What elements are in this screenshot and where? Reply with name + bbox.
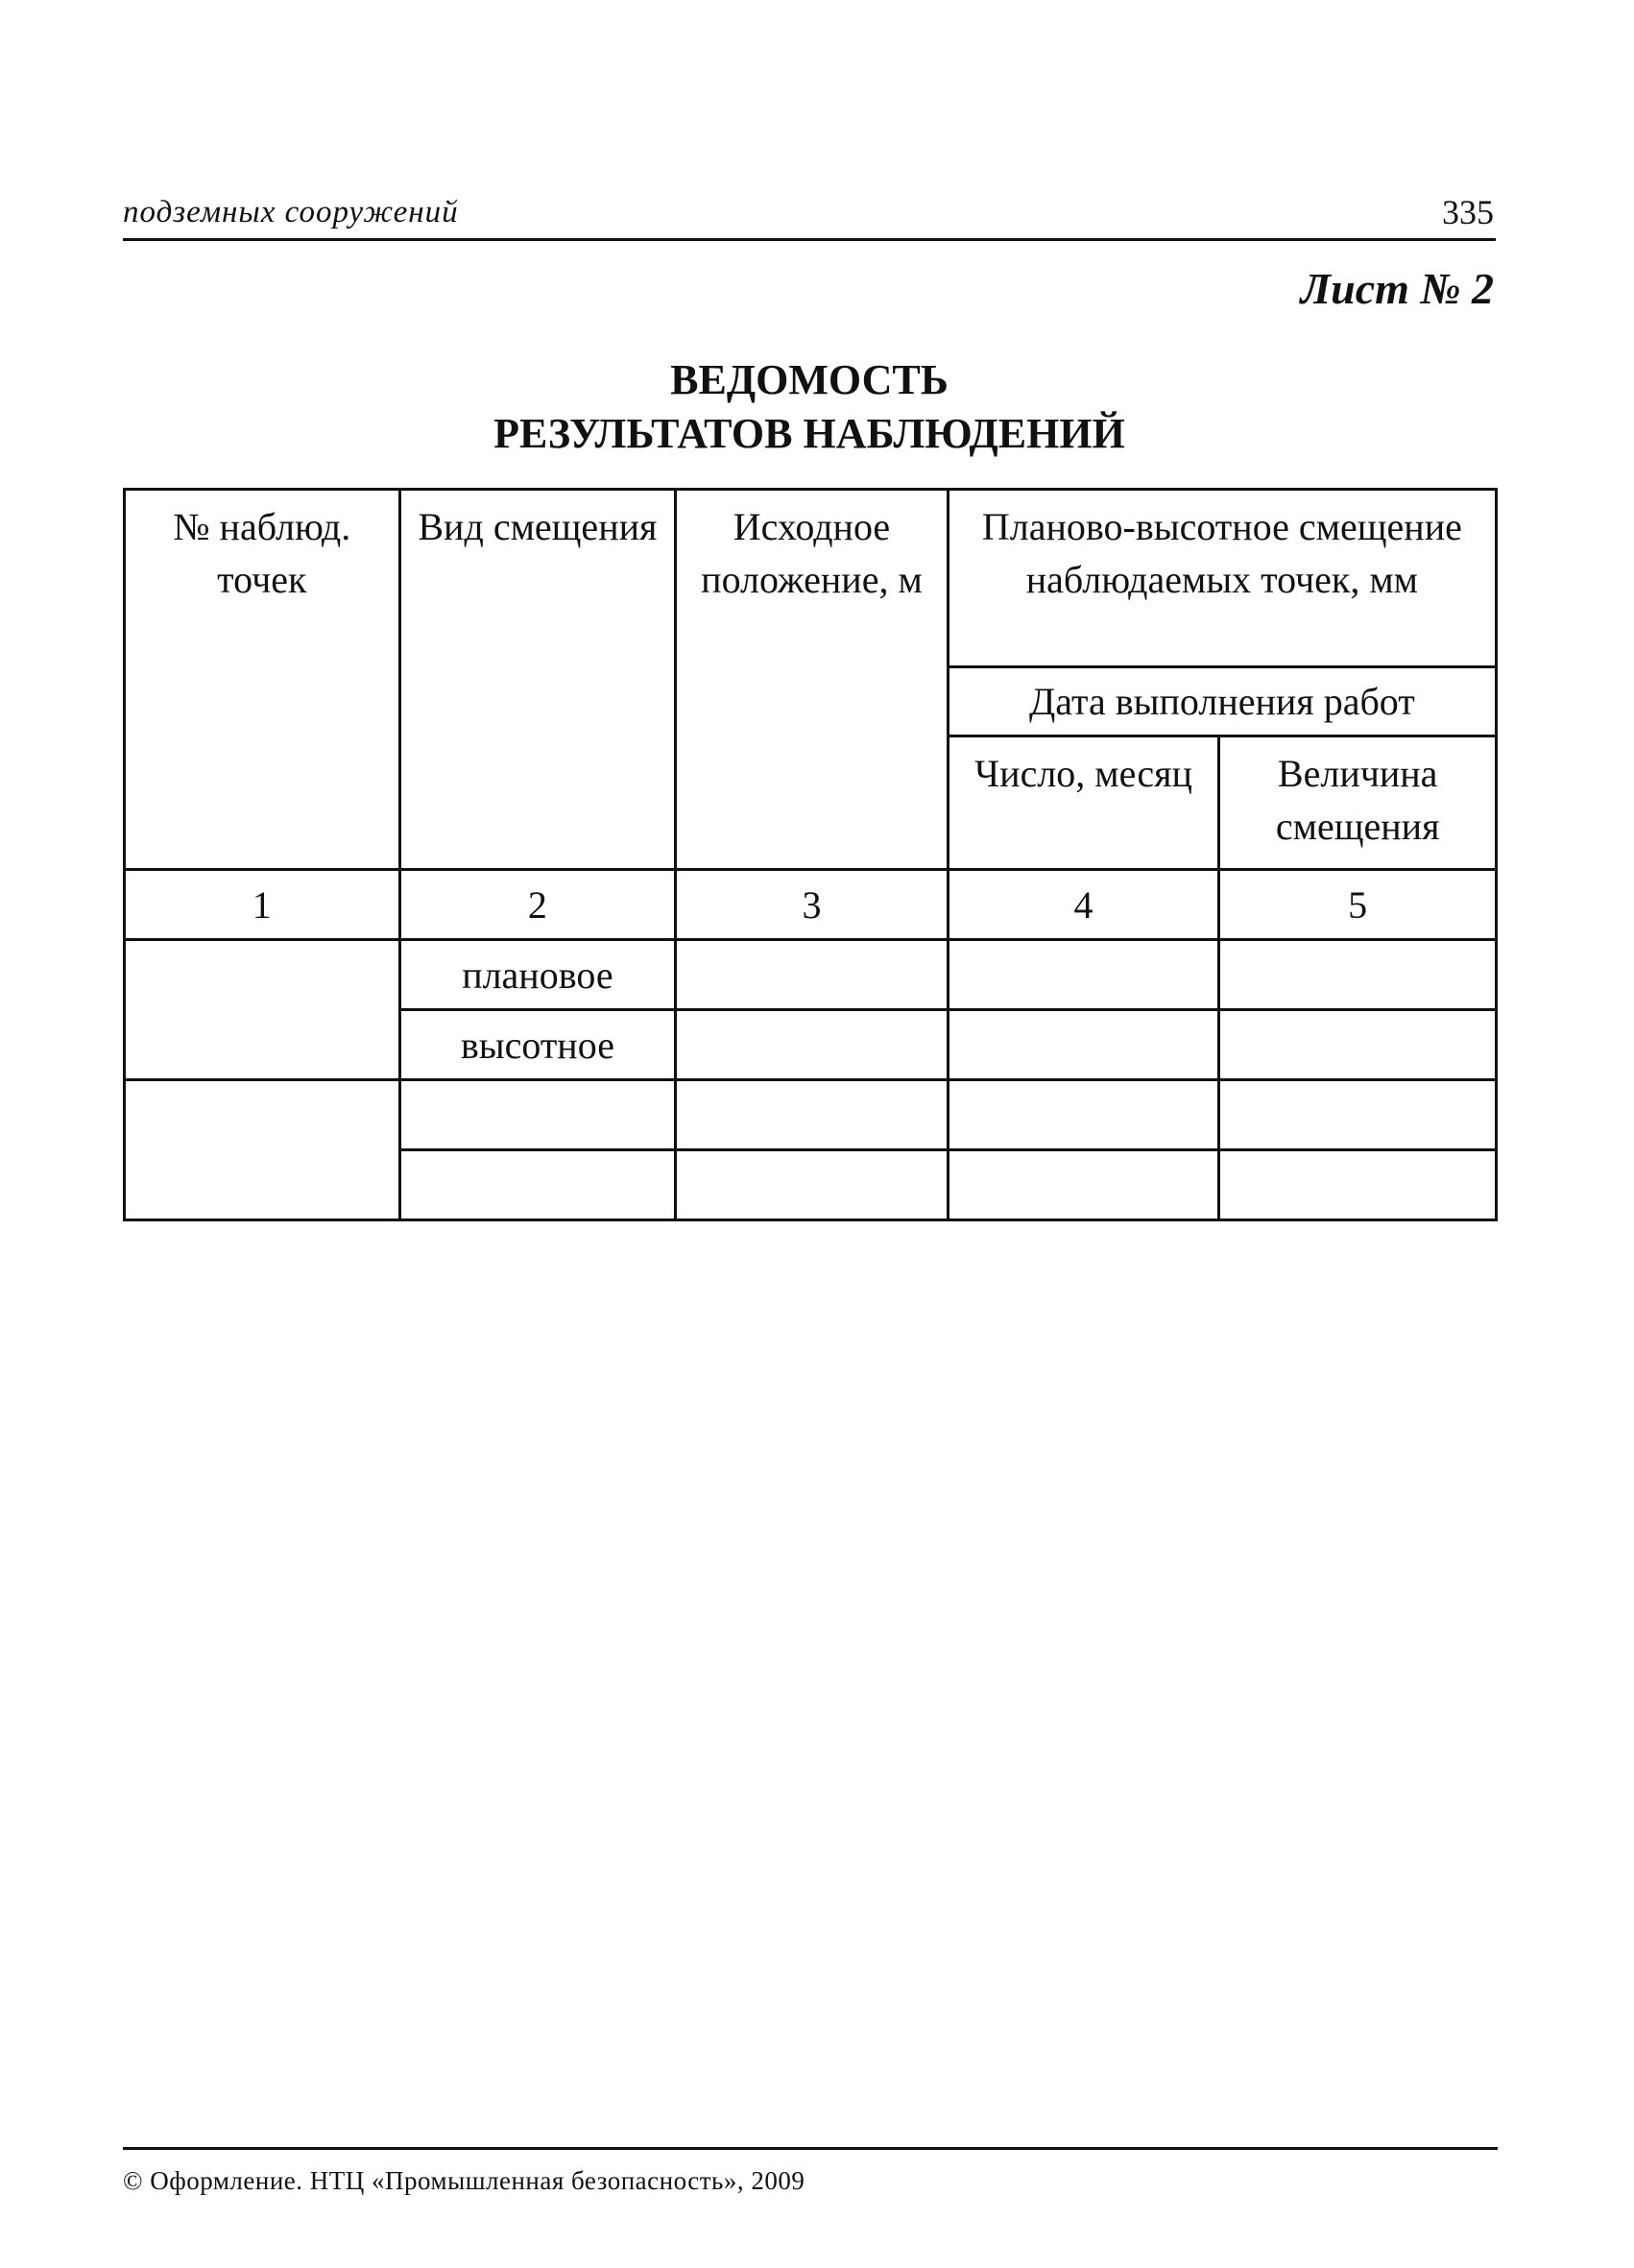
initial-position-cell <box>676 1010 949 1080</box>
header-initial-position: Исходное положение, м <box>676 490 949 870</box>
date-cell <box>948 940 1219 1010</box>
observation-results-table <box>123 488 1498 1221</box>
column-number: 5 <box>1219 870 1497 940</box>
column-number: 2 <box>399 870 676 940</box>
point-number-cell <box>125 940 400 1080</box>
table-header-row <box>125 490 1497 667</box>
header-displacement-group: Планово-высотное смещение наблюдаемых точек, мм <box>948 490 1496 667</box>
initial-position-cell <box>676 940 949 1010</box>
initial-position-cell <box>676 1150 949 1220</box>
displacement-value-cell <box>1219 1150 1497 1220</box>
displacement-type-cell: высотное <box>399 1010 676 1080</box>
running-title: подземных сооружений <box>123 195 459 229</box>
displacement-value-cell <box>1219 940 1497 1010</box>
displacement-value-cell <box>1219 1080 1497 1150</box>
displacement-value-cell <box>1219 1010 1497 1080</box>
document-title-line-1: ВЕДОМОСТЬ <box>670 356 949 403</box>
table-row <box>125 1080 1497 1150</box>
header-day-month: Число, месяц <box>948 736 1219 870</box>
document-title-line-2: РЕЗУЛЬТАТОВ НАБЛЮДЕНИЙ <box>493 410 1125 457</box>
header-point-number: № наблюд. точек <box>125 490 400 870</box>
column-numbers-row <box>125 870 1497 940</box>
header-displacement-value: Величина смещения <box>1219 736 1497 870</box>
column-number: 1 <box>125 870 400 940</box>
table-row <box>125 940 1497 1010</box>
running-header <box>123 188 1496 241</box>
displacement-type-cell <box>399 1150 676 1220</box>
footer-divider <box>123 2147 1498 2150</box>
displacement-type-cell: плановое <box>399 940 676 1010</box>
page-number: 335 <box>1442 193 1494 231</box>
copyright-footer: © Оформление. НТЦ «Промышленная безопасность», 2009 <box>123 2166 805 2195</box>
initial-position-cell <box>676 1080 949 1150</box>
header-displacement-type: Вид смещения <box>399 490 676 870</box>
sheet-label: Лист № 2 <box>1300 264 1494 313</box>
displacement-type-cell <box>399 1080 676 1150</box>
point-number-cell <box>125 1080 400 1220</box>
date-cell <box>948 1150 1219 1220</box>
column-number: 4 <box>948 870 1219 940</box>
date-cell <box>948 1080 1219 1150</box>
header-work-date: Дата выполнения работ <box>948 667 1496 736</box>
date-cell <box>948 1010 1219 1080</box>
column-number: 3 <box>676 870 949 940</box>
